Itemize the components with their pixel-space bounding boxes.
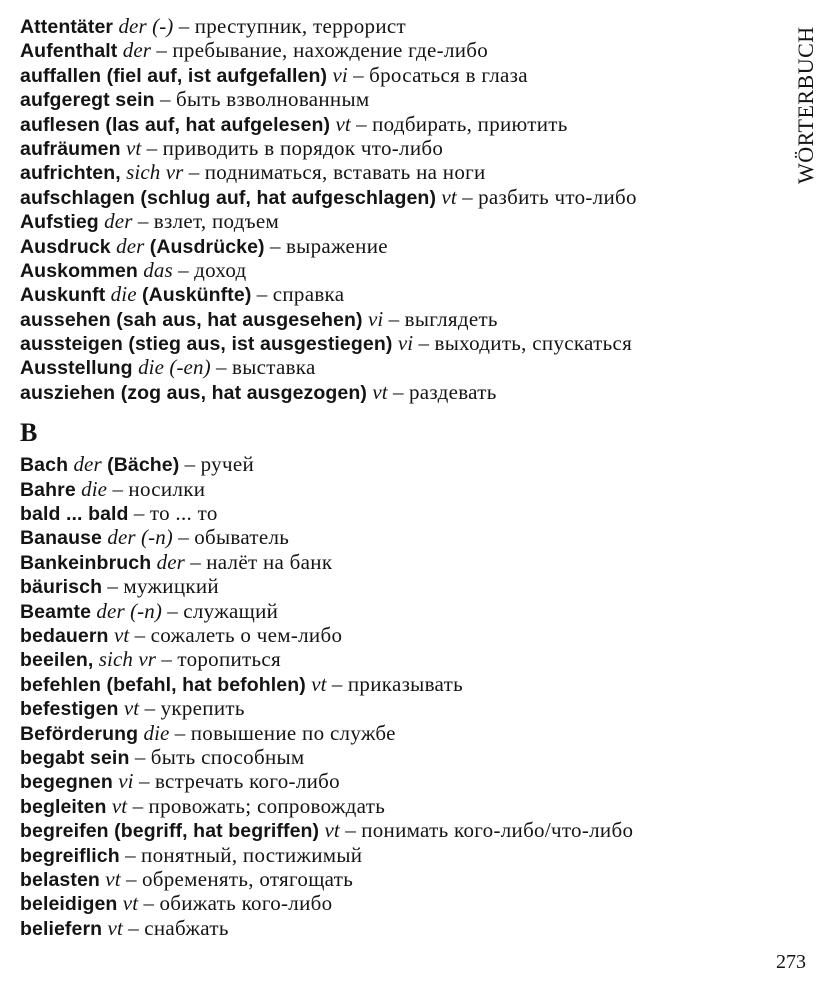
entry-translation: торопиться xyxy=(177,647,281,672)
entry-dash: – xyxy=(179,452,201,477)
entry-translation: пребывание, нахождение где-либо xyxy=(172,38,489,63)
entry-translation: разбить что-либо xyxy=(478,184,637,209)
entry-translation: обременять, отягощать xyxy=(141,866,354,891)
entry-headword: bedauern xyxy=(20,624,109,647)
entry-headword: aufrichten, xyxy=(20,162,121,185)
entry-headword: aussteigen (stieg aus, ist ausgestiegen) xyxy=(20,333,393,356)
dictionary-entry xyxy=(20,843,780,867)
entry-dash: – xyxy=(119,842,142,867)
entry-translation: доход xyxy=(194,257,247,282)
entry-headword: befehlen (befahl, hat befohlen) xyxy=(20,673,306,696)
entry-grammar: vt xyxy=(122,891,139,916)
page-number: 273 xyxy=(776,951,806,973)
entry-dash: – xyxy=(120,866,142,891)
entry-grammar: der xyxy=(116,233,145,258)
entries-column xyxy=(20,14,780,940)
entry-headword: begegnen xyxy=(20,771,113,794)
dictionary-entry xyxy=(20,696,780,720)
entry-translation: выражение xyxy=(285,233,388,258)
entry-translation: приказывать xyxy=(347,671,463,696)
entry-translation: приводить в порядок что-либо xyxy=(162,135,444,160)
dictionary-entry xyxy=(20,794,780,818)
dictionary-entry xyxy=(20,14,780,38)
dictionary-entry xyxy=(20,623,780,647)
entry-dash: – xyxy=(132,209,154,234)
entry-translation: бросаться в глаза xyxy=(369,62,528,87)
entry-grammar: vi xyxy=(397,331,414,356)
dictionary-entry xyxy=(20,672,780,696)
entry-dash: – xyxy=(326,671,348,696)
entry-grammar: vt xyxy=(335,111,351,136)
dictionary-entry xyxy=(20,525,780,549)
entry-dash: – xyxy=(129,744,151,769)
entry-translation: мужицкий xyxy=(123,574,219,599)
entry-headword: Attentäter xyxy=(20,16,114,38)
dictionary-entry xyxy=(20,160,780,184)
entry-grammar: das xyxy=(143,257,173,282)
entry-dash: – xyxy=(129,622,151,647)
entry-dash: – xyxy=(456,184,479,209)
entry-translation: сожалеть о чем-либо xyxy=(150,622,343,647)
entry-dash: – xyxy=(154,87,176,112)
entry-translation: взлет, подъем xyxy=(153,209,280,234)
dictionary-entry xyxy=(20,891,780,915)
entry-headword: Aufstieg xyxy=(20,211,99,234)
entry-headword: begleiten xyxy=(20,795,107,818)
entry-headword: beeilen, xyxy=(20,649,94,672)
entry-translation: понятный, постижимый xyxy=(141,842,363,867)
entry-headword: Auskunft xyxy=(20,284,106,307)
entry-dash: – xyxy=(156,647,178,672)
entry-translation: встречать кого-либо xyxy=(154,769,340,794)
entry-headword: bäurisch xyxy=(20,576,103,599)
entry-headword: auflesen (las auf, hat aufgelesen) xyxy=(20,113,331,136)
entry-plural: (Auskünfte) xyxy=(141,284,252,307)
entry-grammar: sich vr xyxy=(98,647,157,672)
entry-grammar: vt xyxy=(123,696,140,721)
dictionary-entry xyxy=(20,87,780,111)
dictionary-entry xyxy=(20,38,780,62)
entry-headword: begreifen (begriff, hat begriffen) xyxy=(20,820,320,843)
entry-grammar: die (-en) xyxy=(138,355,211,380)
entry-headword: aufgeregt sein xyxy=(20,89,155,112)
entry-grammar: vt xyxy=(125,135,142,160)
dictionary-entry xyxy=(20,307,780,331)
entry-grammar: vi xyxy=(118,769,134,794)
entry-dash: – xyxy=(169,720,191,745)
entry-translation: повышение по службе xyxy=(190,720,396,745)
entry-dash: – xyxy=(383,306,405,331)
entry-dash: – xyxy=(350,111,373,136)
dictionary-entry xyxy=(20,209,780,233)
entry-translation: выглядеть xyxy=(404,306,498,331)
entry-grammar: die xyxy=(81,476,108,501)
entry-dash: – xyxy=(172,257,195,282)
entry-grammar: vt xyxy=(441,184,457,209)
dictionary-entry xyxy=(20,452,780,476)
entry-dash: – xyxy=(122,915,145,940)
entry-dash: – xyxy=(128,501,150,526)
dictionary-entry xyxy=(20,63,780,87)
entry-headword: Aufenthalt xyxy=(20,40,118,63)
entry-grammar: vt xyxy=(105,866,121,891)
entry-grammar: vt xyxy=(311,671,327,696)
entry-grammar: vi xyxy=(332,62,348,87)
entry-headword: Bankeinbruch xyxy=(20,551,152,574)
entry-translation: справка xyxy=(272,282,345,307)
entry-grammar: vt xyxy=(113,622,130,647)
entry-dash: – xyxy=(138,891,160,916)
dictionary-entry xyxy=(20,867,780,891)
entry-dash: – xyxy=(133,769,155,794)
entry-translation: служащий xyxy=(183,598,279,623)
entry-grammar: der xyxy=(156,549,185,574)
section-a-list xyxy=(20,14,780,404)
entry-headword: Ausstellung xyxy=(20,357,133,380)
entry-headword: aufschlagen (schlug auf, hat aufgeschlagen) xyxy=(20,186,437,209)
entry-translation: быть способным xyxy=(150,744,305,769)
entry-grammar: die xyxy=(143,720,170,745)
entry-dash: – xyxy=(151,38,173,63)
entry-translation: подбирать, приютить xyxy=(372,111,568,136)
entry-headword: auffallen (fiel auf, ist aufgefallen) xyxy=(20,64,328,87)
entry-grammar: sich vr xyxy=(126,160,184,185)
entry-translation: укрепить xyxy=(160,696,245,721)
entry-headword: bald ... bald xyxy=(20,503,129,526)
entry-grammar: vt xyxy=(111,793,128,818)
side-label-woerterbuch: WÖRTERBUCH xyxy=(793,26,818,184)
entry-headword: Auskommen xyxy=(20,259,138,282)
entry-headword: begreiflich xyxy=(20,844,120,867)
entry-dash: – xyxy=(183,160,205,185)
entry-translation: преступник, террорист xyxy=(194,14,406,38)
dictionary-entry xyxy=(20,380,780,404)
entry-dash: – xyxy=(161,598,184,623)
dictionary-entry xyxy=(20,818,780,842)
entry-headword: beliefern xyxy=(20,917,103,940)
dictionary-entry xyxy=(20,647,780,671)
entry-dash: – xyxy=(347,62,370,87)
entry-dash: – xyxy=(102,574,124,599)
entry-dash: – xyxy=(251,282,273,307)
entry-dash: – xyxy=(339,818,362,843)
entry-translation: понимать кого-либо/что-либо xyxy=(361,818,634,843)
entry-translation: обижать кого-либо xyxy=(159,891,333,916)
entry-grammar: der xyxy=(104,209,133,234)
entry-headword: Beförderung xyxy=(20,722,139,745)
entry-dash: – xyxy=(387,379,409,404)
entry-headword: Ausdruck xyxy=(20,235,111,258)
entry-translation: то ... то xyxy=(149,501,218,526)
entry-headword: begabt sein xyxy=(20,746,130,769)
entry-grammar: die xyxy=(110,282,137,307)
entry-grammar: der (-) xyxy=(118,14,174,38)
entry-translation: выходить, спускаться xyxy=(434,331,633,356)
entry-headword: ausziehen (zog aus, hat ausgezogen) xyxy=(20,381,367,404)
entry-translation: обыватель xyxy=(194,525,290,550)
entry-grammar: der xyxy=(73,452,102,477)
entry-translation: провожать; сопровождать xyxy=(148,793,386,818)
entry-translation: раздевать xyxy=(409,379,497,404)
entry-headword: Bach xyxy=(20,454,69,477)
dictionary-entry xyxy=(20,112,780,136)
entry-grammar: vt xyxy=(372,379,388,404)
entry-grammar: der (-n) xyxy=(96,598,162,623)
entry-dash: – xyxy=(107,476,129,501)
entry-grammar: der xyxy=(122,38,152,63)
dictionary-entry xyxy=(20,282,780,306)
dictionary-entry xyxy=(20,501,780,525)
entry-grammar: vt xyxy=(324,818,340,843)
entry-dash: – xyxy=(141,135,163,160)
dictionary-entry xyxy=(20,721,780,745)
entry-translation: налёт на банк xyxy=(206,549,333,574)
dictionary-entry xyxy=(20,599,780,623)
dictionary-entry xyxy=(20,185,780,209)
dictionary-entry xyxy=(20,769,780,793)
dictionary-entry xyxy=(20,745,780,769)
dictionary-entry xyxy=(20,331,780,355)
entry-dash: – xyxy=(139,696,161,721)
entry-dash: – xyxy=(173,14,195,38)
entry-translation: ручей xyxy=(200,452,254,477)
entry-headword: Beamte xyxy=(20,600,92,623)
entry-dash: – xyxy=(184,549,207,574)
entry-headword: befestigen xyxy=(20,698,119,721)
entry-headword: aussehen (sah aus, hat ausgesehen) xyxy=(20,308,363,331)
entry-translation: носилки xyxy=(128,476,206,501)
entry-headword: aufräumen xyxy=(20,137,121,160)
dictionary-entry xyxy=(20,355,780,379)
entry-translation: выставка xyxy=(231,355,316,380)
entry-headword: beleidigen xyxy=(20,893,118,916)
entry-dash: – xyxy=(172,525,195,550)
entry-dash: – xyxy=(264,233,286,258)
dictionary-entry xyxy=(20,234,780,258)
entry-translation: снабжать xyxy=(144,915,229,940)
dictionary-entry xyxy=(20,550,780,574)
entry-grammar: vi xyxy=(367,306,384,331)
entry-headword: belasten xyxy=(20,868,100,891)
section-letter-b: B xyxy=(20,418,38,448)
entry-dash: – xyxy=(127,793,149,818)
dictionary-entry xyxy=(20,574,780,598)
dictionary-entry xyxy=(20,477,780,501)
dictionary-entry xyxy=(20,916,780,940)
entry-plural: (Bäche) xyxy=(107,454,180,477)
entry-dash: – xyxy=(210,355,232,380)
entry-translation: подниматься, вставать на ноги xyxy=(204,160,486,185)
entry-headword: Banause xyxy=(20,527,102,550)
entry-grammar: vt xyxy=(107,915,123,940)
entry-grammar: der (-n) xyxy=(107,525,173,550)
entry-dash: – xyxy=(413,331,435,356)
entry-translation: быть взволнованным xyxy=(176,87,370,112)
dictionary-entry xyxy=(20,136,780,160)
section-b-list xyxy=(20,452,780,940)
entry-headword: Bahre xyxy=(20,478,76,501)
dictionary-entry xyxy=(20,258,780,282)
entry-plural: (Ausdrücke) xyxy=(149,235,265,258)
